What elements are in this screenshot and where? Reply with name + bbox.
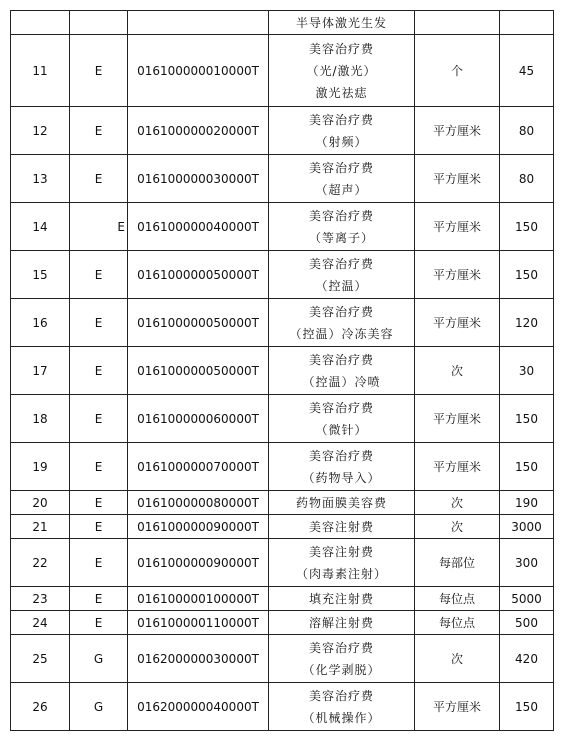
- cell-unit: 平方厘米: [415, 299, 500, 347]
- cell-code: 016100000050000T: [128, 299, 269, 347]
- cell-price: 150: [500, 683, 554, 731]
- cell-code: 016100000030000T: [128, 155, 269, 203]
- cell-no: 22: [11, 539, 70, 587]
- table-row: [11, 611, 554, 635]
- cell-item-name: [269, 443, 415, 491]
- cell-no: 21: [11, 515, 70, 539]
- cell-code: 016100000060000T: [128, 395, 269, 443]
- cell-item-name: [269, 107, 415, 155]
- cell-code: 016200000030000T: [128, 635, 269, 683]
- cell-code: 016100000020000T: [128, 107, 269, 155]
- cell-category: E: [70, 515, 128, 539]
- cell-item-name: [269, 515, 415, 539]
- cell-item-name: [269, 683, 415, 731]
- cell-unit: 次: [415, 635, 500, 683]
- cell-price: 150: [500, 443, 554, 491]
- cell-item-name: [269, 203, 415, 251]
- cell-category: E: [70, 155, 128, 203]
- item-name-line: （光/激光）: [306, 63, 377, 78]
- table-row: [11, 683, 554, 731]
- cell-unit: 每部位: [415, 539, 500, 587]
- table-row: [11, 491, 554, 515]
- cell-item-name: [269, 347, 415, 395]
- cell-item-name: [269, 491, 415, 515]
- cell-no: 16: [11, 299, 70, 347]
- cell-code: 016100000100000T: [128, 587, 269, 611]
- item-name-line: 美容治疗费: [308, 640, 374, 655]
- item-name-line: （控温）: [315, 278, 368, 293]
- item-name-line: （机械操作）: [302, 710, 381, 725]
- item-name-line: 美容注射费: [308, 519, 374, 534]
- cell-category: E: [70, 107, 128, 155]
- item-name-line: （射频）: [315, 134, 368, 149]
- cell-unit: [415, 11, 500, 35]
- cell-category: E: [70, 35, 128, 107]
- cell-unit: 个: [415, 35, 500, 107]
- cell-category: E: [70, 539, 128, 587]
- cell-code: [128, 11, 269, 35]
- cell-category: E: [70, 587, 128, 611]
- cell-price: 80: [500, 107, 554, 155]
- item-name-line: 美容治疗费: [308, 160, 374, 175]
- table-row: [11, 515, 554, 539]
- item-name-line: 美容治疗费: [308, 304, 374, 319]
- table-row: [11, 299, 554, 347]
- cell-no: 19: [11, 443, 70, 491]
- cell-category: E: [70, 203, 128, 251]
- cell-item-name: [269, 587, 415, 611]
- cell-code: 016100000090000T: [128, 539, 269, 587]
- cell-unit: 平方厘米: [415, 683, 500, 731]
- cell-code: 016200000040000T: [128, 683, 269, 731]
- cell-category: G: [70, 635, 128, 683]
- cell-code: 016100000070000T: [128, 443, 269, 491]
- cell-item-name: [269, 299, 415, 347]
- cell-no: 24: [11, 611, 70, 635]
- cell-item-name: [269, 155, 415, 203]
- item-name-line: （控温）冷喷: [302, 374, 381, 389]
- cell-price: 80: [500, 155, 554, 203]
- table-row: [11, 635, 554, 683]
- cell-unit: 平方厘米: [415, 203, 500, 251]
- cell-code: 016100000040000T: [128, 203, 269, 251]
- cell-price: 150: [500, 203, 554, 251]
- cell-item-name: 半导体激光生发: [269, 11, 415, 35]
- item-name-line: 填充注射费: [308, 591, 374, 606]
- cell-category: G: [70, 683, 128, 731]
- cell-price: [500, 11, 554, 35]
- item-name-line: 美容治疗费: [308, 256, 374, 271]
- cell-item-name: [269, 635, 415, 683]
- cell-unit: 次: [415, 491, 500, 515]
- fee-table: [10, 10, 554, 731]
- table-row: [11, 203, 554, 251]
- cell-no: 18: [11, 395, 70, 443]
- item-name-line: （化学剥脱）: [302, 662, 381, 677]
- table-row: [11, 443, 554, 491]
- table-body: [11, 11, 554, 731]
- cell-code: 016100000090000T: [128, 515, 269, 539]
- cell-category: E: [70, 347, 128, 395]
- cell-unit: 平方厘米: [415, 107, 500, 155]
- table-row: [11, 251, 554, 299]
- cell-code: 016100000080000T: [128, 491, 269, 515]
- cell-item-name: [269, 611, 415, 635]
- item-name-line: 美容治疗费: [308, 448, 374, 463]
- cell-unit: 平方厘米: [415, 443, 500, 491]
- table-row: [11, 155, 554, 203]
- cell-unit: 每位点: [415, 587, 500, 611]
- item-name-line: 美容治疗费: [308, 688, 374, 703]
- cell-item-name: [269, 251, 415, 299]
- cell-category: E: [70, 491, 128, 515]
- cell-category: [70, 11, 128, 35]
- item-name-line: 美容治疗费: [308, 208, 374, 223]
- cell-price: 150: [500, 395, 554, 443]
- item-name-line: 溶解注射费: [308, 615, 374, 630]
- cell-price: 500: [500, 611, 554, 635]
- cell-item-name: [269, 539, 415, 587]
- cell-no: 25: [11, 635, 70, 683]
- cell-price: 30: [500, 347, 554, 395]
- cell-price: 420: [500, 635, 554, 683]
- cell-category: E: [70, 395, 128, 443]
- cell-category: E: [70, 443, 128, 491]
- cell-code: 016100000050000T: [128, 347, 269, 395]
- item-name-line: 药物面膜美容费: [295, 495, 387, 510]
- table-row: [11, 395, 554, 443]
- cell-code: 016100000110000T: [128, 611, 269, 635]
- cell-unit: 平方厘米: [415, 155, 500, 203]
- item-name-line: （超声）: [315, 182, 368, 197]
- cell-no: 11: [11, 35, 70, 107]
- cell-price: 3000: [500, 515, 554, 539]
- item-name-line: （肉毒素注射）: [295, 566, 387, 581]
- item-name-line: （等离子）: [308, 230, 374, 245]
- cell-unit: 次: [415, 347, 500, 395]
- cell-item-name: [269, 395, 415, 443]
- cell-code: 016100000050000T: [128, 251, 269, 299]
- cell-no: 15: [11, 251, 70, 299]
- item-name-line: （微针）: [315, 422, 368, 437]
- item-name-line: 美容治疗费: [308, 400, 374, 415]
- item-name-line: 激光祛痣: [315, 85, 368, 100]
- cell-price: 150: [500, 251, 554, 299]
- cell-category: E: [70, 299, 128, 347]
- table-row: [11, 107, 554, 155]
- cell-no: 26: [11, 683, 70, 731]
- item-name-line: （药物导入）: [302, 470, 381, 485]
- cell-category: E: [70, 611, 128, 635]
- cell-unit: 平方厘米: [415, 251, 500, 299]
- cell-item-name: [269, 35, 415, 107]
- cell-price: 190: [500, 491, 554, 515]
- table-row: [11, 587, 554, 611]
- cell-unit: 每位点: [415, 611, 500, 635]
- cell-price: 300: [500, 539, 554, 587]
- table-row-top: [11, 11, 554, 35]
- cell-price: 120: [500, 299, 554, 347]
- cell-no: 17: [11, 347, 70, 395]
- table-row: [11, 35, 554, 107]
- cell-unit: 平方厘米: [415, 395, 500, 443]
- cell-price: 45: [500, 35, 554, 107]
- item-name-line: （控温）冷冻美容: [289, 326, 394, 341]
- item-name-line: 美容治疗费: [308, 352, 374, 367]
- cell-code: 016100000010000T: [128, 35, 269, 107]
- cell-no: [11, 11, 70, 35]
- table-row: [11, 347, 554, 395]
- item-name-line: 美容注射费: [308, 544, 374, 559]
- cell-no: 12: [11, 107, 70, 155]
- cell-price: 5000: [500, 587, 554, 611]
- item-name-line: 美容治疗费: [308, 112, 374, 127]
- cell-unit: 次: [415, 515, 500, 539]
- cell-no: 23: [11, 587, 70, 611]
- cell-no: 14: [11, 203, 70, 251]
- cell-category: E: [70, 251, 128, 299]
- table-row: [11, 539, 554, 587]
- cell-no: 20: [11, 491, 70, 515]
- item-name-line: 美容治疗费: [308, 41, 374, 56]
- cell-no: 13: [11, 155, 70, 203]
